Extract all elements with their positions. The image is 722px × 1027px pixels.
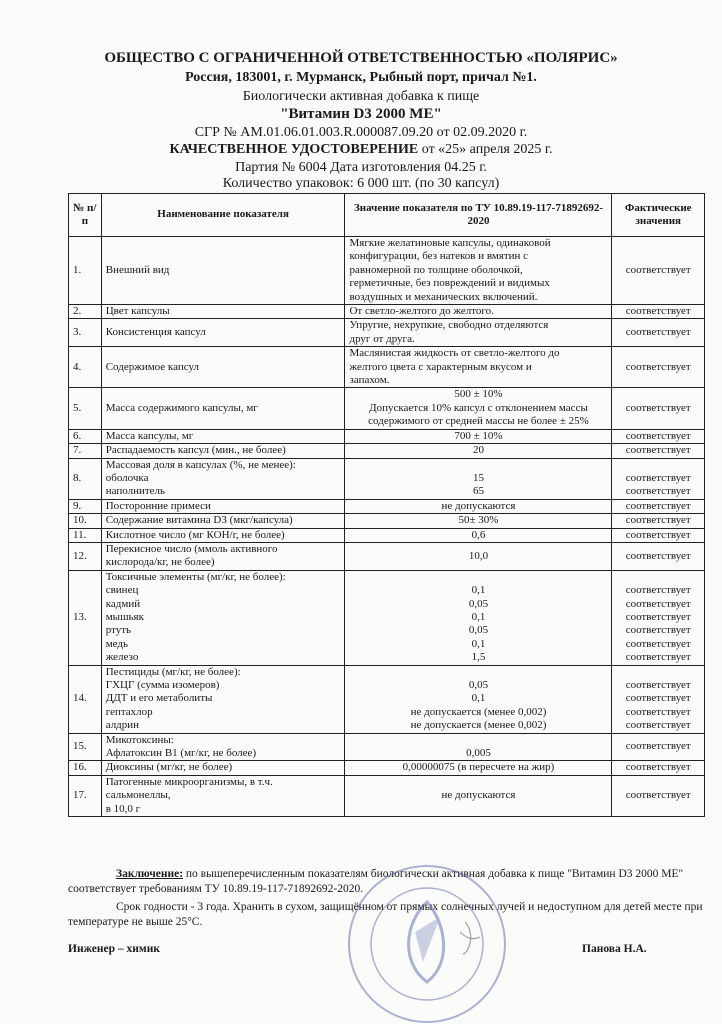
spec-value-line: 0,00000075 (в пересчете на жир)	[402, 761, 555, 774]
spec-value	[345, 347, 612, 388]
col-actual: Фактические значения	[612, 194, 705, 237]
table-row	[69, 347, 705, 388]
actual-value-line: соответствует	[625, 429, 691, 442]
spec-value	[345, 458, 612, 499]
actual-value-line: соответствует	[625, 705, 691, 718]
indicator-name	[101, 429, 345, 443]
registration-number: СГР № AM.01.06.01.003.R.000087.09.20 от 02.09.2020 г.	[194, 125, 528, 140]
actual-value	[612, 514, 705, 528]
indicator-name	[101, 237, 345, 305]
spec-value-line: 15	[472, 471, 484, 484]
spec-value	[345, 499, 612, 513]
indicator-name-line: оболочка	[105, 471, 149, 484]
indicator-name-line: Массовая доля в капсулах (%, не менее):	[105, 458, 296, 471]
spec-value-line: не допускается (менее 0,002)	[410, 719, 547, 732]
signer-position: Инженер – химик	[68, 943, 160, 955]
table-row	[69, 388, 705, 429]
spec-value-line: не допускаются	[441, 789, 516, 802]
batch-info: Партия № 6004 Дата изготовления 04.25 г.	[235, 160, 487, 175]
spec-value-line	[349, 571, 607, 584]
actual-value-line: соответствует	[625, 263, 691, 276]
spec-value-line: 0,1	[471, 584, 486, 597]
table-row	[69, 319, 705, 347]
indicator-name-line: Диоксины (мг/кг, не более)	[105, 761, 233, 774]
certificate-date: от «25» апреля 2025 г.	[418, 142, 553, 157]
table-row	[69, 665, 705, 733]
spec-value	[345, 542, 612, 570]
row-number: 6.	[69, 429, 102, 443]
indicator-name-line: Посторонние примеси	[105, 499, 211, 512]
indicator-name-line: Пестициды (мг/кг, не более):	[105, 665, 241, 678]
actual-value-line: соответствует	[625, 624, 691, 637]
spec-value-line: 10,0	[468, 549, 489, 562]
actual-value	[612, 319, 705, 347]
actual-value	[612, 388, 705, 429]
table-row	[69, 458, 705, 499]
spec-value	[345, 237, 612, 305]
indicator-name	[101, 775, 345, 816]
actual-value	[612, 761, 705, 775]
row-number: 1.	[69, 237, 102, 305]
actual-value	[612, 444, 705, 458]
indicator-name-line: Перекисное число (ммоль активного	[105, 542, 278, 555]
indicator-name	[101, 458, 345, 499]
actual-value-line: соответствует	[625, 549, 691, 562]
spec-value-line: 0,6	[471, 528, 486, 541]
spec-value-line	[349, 734, 607, 747]
row-number: 5.	[69, 388, 102, 429]
indicator-name-line: Внешний вид	[105, 263, 170, 276]
indicator-name	[101, 388, 345, 429]
indicator-name-line: наполнитель	[105, 485, 166, 498]
actual-value	[612, 237, 705, 305]
row-number: 13.	[69, 570, 102, 665]
row-number: 17.	[69, 775, 102, 816]
conclusion-label: Заключение:	[116, 868, 184, 880]
indicator-name-line: Патогенные микроорганизмы, в т.ч.	[105, 775, 273, 788]
indicator-name-line: сальмонеллы,	[105, 789, 171, 802]
actual-value	[612, 458, 705, 499]
indicator-name-line: Токсичные элементы (мг/кг, не более):	[105, 570, 286, 583]
actual-value-line: соответствует	[625, 789, 691, 802]
indicator-name-line: в 10,0 г	[105, 802, 141, 815]
table-row	[69, 570, 705, 665]
spec-value-line: герметичные, без повреждений и видимых	[349, 277, 550, 290]
spec-value-line: 700 ± 10%	[454, 429, 503, 442]
spec-value-line: не допускаются	[441, 499, 516, 512]
table-row	[69, 528, 705, 542]
table-row	[69, 761, 705, 775]
company-stamp	[345, 862, 510, 1027]
row-number: 3.	[69, 319, 102, 347]
spec-value-line	[349, 459, 607, 472]
quality-table	[68, 193, 705, 817]
spec-value-line: запахом.	[349, 374, 390, 387]
table-row	[69, 499, 705, 513]
spec-value	[345, 665, 612, 733]
actual-value	[612, 665, 705, 733]
spec-value-line: друг от друга.	[349, 332, 415, 345]
spec-value-line: 50± 30%	[458, 514, 499, 527]
actual-value-line: соответствует	[625, 360, 691, 373]
indicator-name	[101, 305, 345, 319]
indicator-name-line: Масса капсулы, мг	[105, 429, 194, 442]
indicator-name-line: Содержание витамина D3 (мкг/капсула)	[105, 514, 293, 527]
spec-value-line	[349, 666, 607, 679]
signer-name: Панова Н.А.	[582, 943, 647, 955]
row-number: 7.	[69, 444, 102, 458]
indicator-name	[101, 761, 345, 775]
spec-value-line: Мягкие желатиновые капсулы, одинаковой	[349, 237, 551, 249]
spec-value-line: 0,05	[468, 678, 489, 691]
actual-value	[612, 429, 705, 443]
indicator-name-line: ГХЦГ (сумма изомеров)	[105, 679, 220, 691]
spec-value	[345, 733, 612, 761]
spec-value-line: 20	[472, 444, 484, 457]
actual-value	[612, 542, 705, 570]
row-number: 12.	[69, 542, 102, 570]
indicator-name	[101, 444, 345, 458]
storage-conditions: Срок годности - 3 года. Хранить в сухом, защищённом от прямых солнечных лучей и недоступном для детей месте при температуре не выше 25°С.	[68, 901, 703, 928]
spec-value-line: желтого цвета с характерным вкусом и	[349, 360, 532, 373]
indicator-name	[101, 347, 345, 388]
indicator-name	[101, 665, 345, 733]
actual-value-line: соответствует	[625, 584, 691, 597]
indicator-name	[101, 570, 345, 665]
spec-value	[345, 514, 612, 528]
table-row	[69, 514, 705, 528]
actual-value-line	[616, 666, 700, 679]
spec-value	[345, 444, 612, 458]
spec-value-line: равномерной по толщине оболочкой,	[349, 263, 523, 276]
conclusion-text: по вышеперечисленным показателям биологически активная добавка к пище "Витамин D3 2000 МЕ" соответствует требованиям ТУ 10.89.19-117-71892692-2020.	[68, 868, 684, 895]
spec-value	[345, 570, 612, 665]
spec-value-line: Упругие, нехрупкие, свободно отделяются	[349, 319, 549, 332]
table-row	[69, 775, 705, 816]
actual-value-line: соответствует	[625, 719, 691, 732]
indicator-name-line: Консистенция капсул	[105, 326, 206, 339]
indicator-name	[101, 319, 345, 347]
company-address: Россия, 183001, г. Мурманск, Рыбный порт, причал №1.	[185, 70, 537, 85]
spec-value	[345, 305, 612, 319]
indicator-name-line: медь	[105, 637, 129, 650]
spec-value-line: От светло-желтого до желтого.	[349, 305, 494, 318]
actual-value	[612, 347, 705, 388]
actual-value	[612, 775, 705, 816]
indicator-name	[101, 528, 345, 542]
indicator-name-line: мышьяк	[105, 610, 144, 623]
row-number: 16.	[69, 761, 102, 775]
indicator-name-line: Распадаемость капсул (мин., не более)	[105, 444, 286, 457]
table-row	[69, 542, 705, 570]
table-row	[69, 733, 705, 761]
actual-value-line: соответствует	[625, 444, 691, 457]
spec-value-line: 0,05	[468, 597, 489, 610]
actual-value-line: соответствует	[625, 610, 691, 623]
spec-value-line: 0,05	[468, 624, 489, 637]
indicator-name-line: Афлатоксин В1 (мг/кг, не более)	[105, 747, 257, 760]
actual-value	[612, 528, 705, 542]
actual-value-line: соответствует	[625, 471, 691, 484]
spec-value-line: Допускается 10% капсул с отклонением массы	[369, 401, 588, 414]
product-type: Биологически активная добавка к пище	[242, 89, 480, 104]
actual-value	[612, 570, 705, 665]
actual-value-line: соответствует	[625, 692, 691, 705]
indicator-name-line: Цвет капсулы	[105, 305, 170, 318]
indicator-name	[101, 514, 345, 528]
spec-value-line: 65	[472, 485, 484, 498]
indicator-name	[101, 542, 345, 570]
indicator-name-line: ртуть	[105, 624, 132, 637]
indicator-name-line: Масса содержимого капсулы, мг	[105, 401, 258, 414]
actual-value-line: соответствует	[625, 499, 691, 512]
spec-value	[345, 761, 612, 775]
indicator-name-line: Содержимое капсул	[105, 360, 199, 373]
row-number: 2.	[69, 305, 102, 319]
indicator-name-line: Микотоксины:	[105, 733, 174, 746]
spec-value-line: 0,005	[466, 747, 491, 760]
spec-value-line: не допускается (менее 0,002)	[410, 705, 547, 718]
indicator-name-line: алдрин	[105, 719, 140, 732]
actual-value-line	[616, 459, 700, 472]
indicator-name-line: Кислотное число (мг КОН/г, не более)	[105, 528, 285, 541]
row-number: 8.	[69, 458, 102, 499]
spec-value	[345, 319, 612, 347]
indicator-name	[101, 499, 345, 513]
indicator-name	[101, 733, 345, 761]
actual-value-line: соответствует	[625, 761, 691, 774]
indicator-name-line: свинец	[105, 584, 139, 597]
actual-value-line: соответствует	[625, 678, 691, 691]
indicator-name-line: ДДТ и его метаболиты	[105, 692, 213, 705]
spec-value-line: 0,1	[471, 610, 486, 623]
actual-value-line: соответствует	[625, 528, 691, 541]
actual-value-line: соответствует	[625, 326, 691, 339]
spec-value	[345, 528, 612, 542]
indicator-name-line: гептахлор	[105, 705, 153, 718]
actual-value-line: соответствует	[625, 485, 691, 498]
spec-value-line: конфигурации, без натеков и вмятин с	[349, 250, 529, 263]
spec-value-line: воздушных и механических включений.	[349, 290, 538, 303]
actual-value-line: соответствует	[625, 651, 691, 664]
row-number: 15.	[69, 733, 102, 761]
spec-value-line: 0,1	[471, 637, 486, 650]
table-row	[69, 305, 705, 319]
table-row	[69, 429, 705, 443]
quantity-info: Количество упаковок: 6 000 шт. (по 30 капсул)	[222, 176, 500, 191]
actual-value-line: соответствует	[625, 305, 691, 318]
certificate-title: КАЧЕСТВЕННОЕ УДОСТОВЕРЕНИЕ	[169, 142, 419, 157]
signature-mark	[460, 922, 480, 954]
row-number: 11.	[69, 528, 102, 542]
actual-value	[612, 499, 705, 513]
actual-value-line: соответствует	[625, 740, 691, 753]
actual-value-line: соответствует	[625, 514, 691, 527]
spec-value-line: 1,5	[471, 651, 486, 664]
actual-value-line: соответствует	[625, 637, 691, 650]
spec-value	[345, 429, 612, 443]
indicator-name-line: кислорода/кг, не более)	[105, 556, 215, 569]
actual-value	[612, 305, 705, 319]
indicator-name-line: железо	[105, 651, 139, 664]
spec-value	[345, 388, 612, 429]
table-row	[69, 237, 705, 305]
table-header-row	[69, 194, 705, 237]
spec-value-line: содержимого от средней массы не более ± 25%	[368, 415, 589, 428]
company-name: ОБЩЕСТВО С ОГРАНИЧЕННОЙ ОТВЕТСТВЕННОСТЬЮ «ПОЛЯРИС»	[104, 50, 618, 66]
row-number: 10.	[69, 514, 102, 528]
actual-value	[612, 733, 705, 761]
certificate-heading	[0, 142, 722, 158]
spec-value	[345, 775, 612, 816]
spec-value-line: 500 ± 10%	[454, 388, 503, 401]
row-number: 9.	[69, 499, 102, 513]
table-row	[69, 444, 705, 458]
col-spec: Значение показателя по ТУ 10.89.19-117-71892692-2020	[345, 194, 612, 237]
actual-value-line: соответствует	[625, 401, 691, 414]
col-number: № п/ п	[69, 194, 102, 237]
spec-value-line: Маслянистая жидкость от светло-желтого до	[349, 347, 560, 360]
indicator-name-line: кадмий	[105, 597, 141, 610]
actual-value-line: соответствует	[625, 597, 691, 610]
row-number: 4.	[69, 347, 102, 388]
actual-value-line	[616, 571, 700, 584]
spec-value-line: 0,1	[471, 692, 486, 705]
product-name: "Витамин D3 2000 МЕ"	[280, 106, 442, 122]
row-number: 14.	[69, 665, 102, 733]
col-indicator: Наименование показателя	[101, 194, 345, 237]
